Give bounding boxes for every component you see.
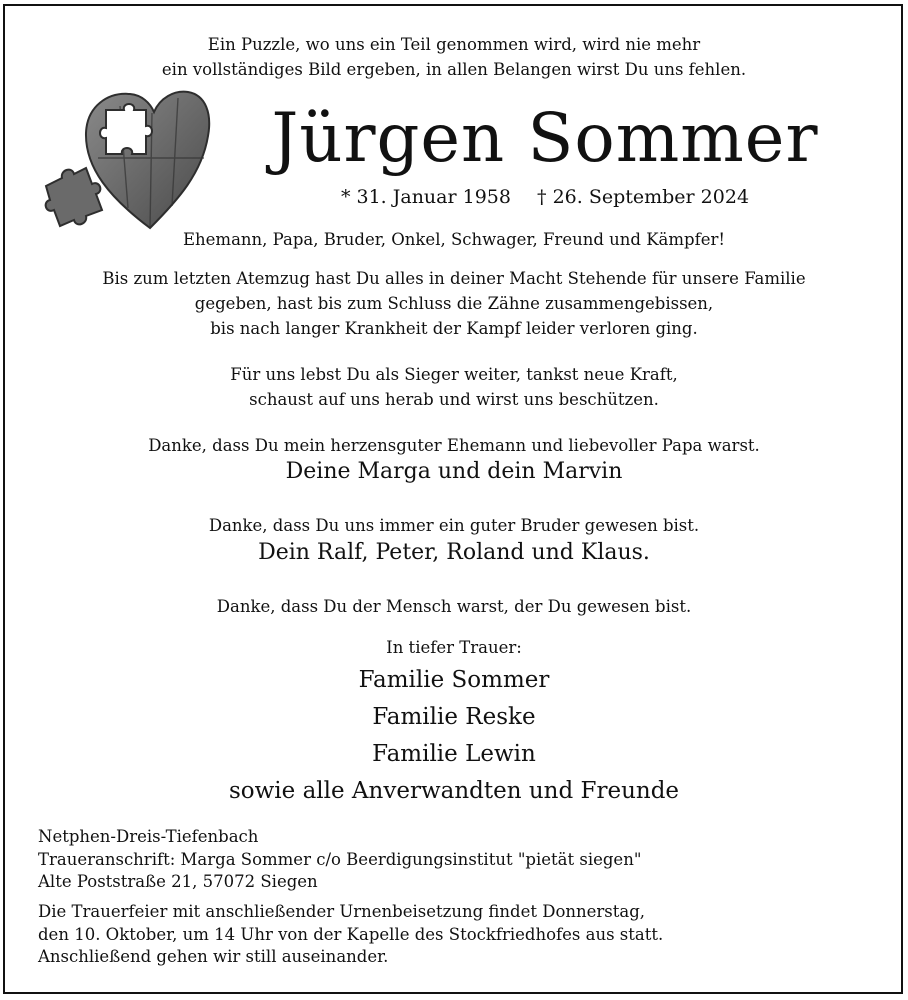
text-line: schaust auf uns herab und wirst uns beschützen.	[249, 390, 659, 409]
text-line: Für uns lebst Du als Sieger weiter, tankst neue Kraft,	[230, 365, 678, 384]
paragraph-2	[0, 362, 908, 412]
mourning-label: In tiefer Trauer:	[386, 638, 522, 657]
death-date: † 26. September 2024	[537, 186, 750, 208]
thanks-brothers-text: Danke, dass Du uns immer ein guter Bruder gewesen bist.	[208, 516, 700, 535]
paragraph-1	[0, 266, 908, 341]
intro-quote	[0, 32, 908, 82]
family-lewin: Familie Lewin	[372, 741, 536, 767]
family-reske: Familie Reske	[372, 704, 536, 730]
roles-line: Ehemann, Papa, Bruder, Onkel, Schwager, Freund und Kämpfer!	[183, 230, 725, 249]
deceased-name: Jürgen Sommer	[271, 99, 819, 177]
ceremony-info	[38, 901, 888, 969]
address-line: Traueranschrift: Marga Sommer c/o Beerdigungsinstitut "pietät siegen"	[38, 849, 642, 869]
address-line: Netphen-Dreis-Tiefenbach	[38, 827, 259, 846]
intro-line: ein vollständiges Bild ergeben, in allen Belangen wirst Du uns fehlen.	[161, 60, 747, 79]
address-line: Alte Poststraße 21, 57072 Siegen	[38, 872, 318, 891]
thanks-brothers-signature: Dein Ralf, Peter, Roland und Klaus.	[258, 540, 650, 565]
life-dates	[300, 184, 790, 210]
thanks-wife-text: Danke, dass Du mein herzensguter Ehemann und liebevoller Papa warst.	[148, 436, 760, 455]
mourning-address	[38, 826, 888, 894]
family-sommer: Familie Sommer	[358, 667, 550, 693]
birth-date: * 31. Januar 1958	[340, 186, 511, 208]
intro-line: Ein Puzzle, wo uns ein Teil genommen wird, wird nie mehr	[207, 35, 701, 54]
text-line: Bis zum letzten Atemzug hast Du alles in deiner Macht Stehende für unsere Familie	[102, 269, 806, 288]
text-line: gegeben, hast bis zum Schluss die Zähne zusammengebissen,	[194, 294, 714, 313]
ceremony-line: Anschließend gehen wir still auseinander.	[38, 947, 389, 966]
relatives-and-friends: sowie alle Anverwandten und Freunde	[228, 778, 680, 804]
thanks-person-text: Danke, dass Du der Mensch warst, der Du gewesen bist.	[216, 597, 692, 616]
family-list	[0, 662, 908, 810]
ceremony-line: den 10. Oktober, um 14 Uhr von der Kapelle des Stockfriedhofes aus statt.	[38, 924, 664, 944]
text-line: bis nach langer Krankheit der Kampf leider verloren ging.	[210, 319, 698, 338]
puzzle-heart-icon	[40, 88, 215, 233]
thanks-wife-signature: Deine Marga und dein Marvin	[285, 459, 623, 484]
ceremony-line: Die Trauerfeier mit anschließender Urnenbeisetzung findet Donnerstag,	[38, 902, 646, 921]
